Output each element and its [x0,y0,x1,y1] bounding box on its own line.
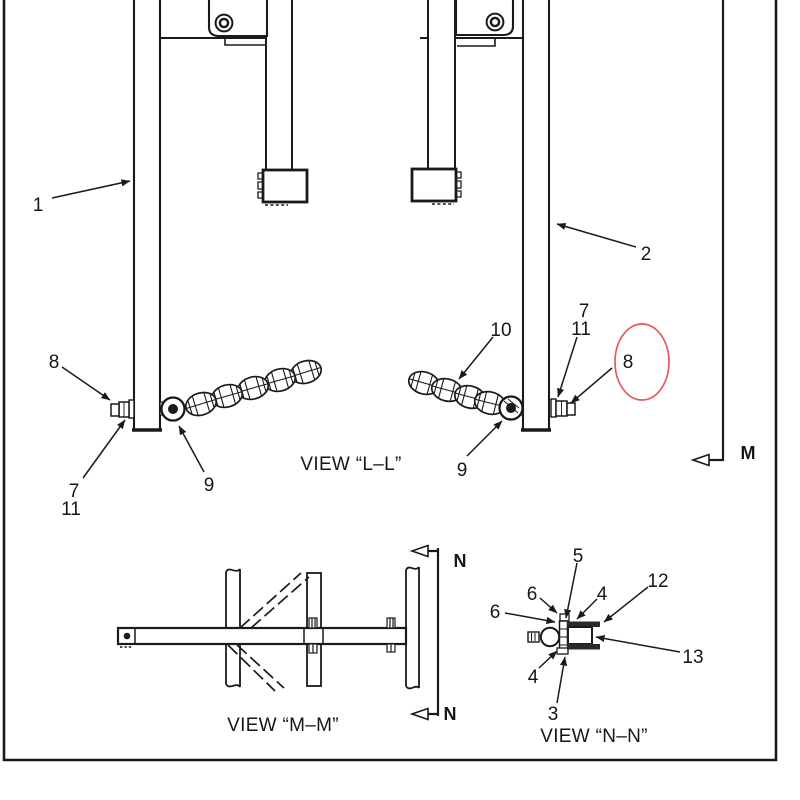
right-hanger-tab [457,38,495,46]
left-chain [183,357,324,419]
callout-13: 13 [682,647,704,668]
leader-7-11-left [83,420,125,478]
nn-bottom-plate [567,644,600,650]
callout-6-upper: 6 [526,584,538,605]
section-arrow-n-bottom-icon [412,709,428,720]
leader-4-bottom [539,651,557,668]
mm-rail-right [406,567,419,688]
leader-10 [459,337,493,379]
leader-2 [557,224,636,247]
section-line-m [693,0,756,466]
right-pendant-bar [428,0,455,170]
section-arrow-m-icon [693,455,709,466]
view-nn [490,546,704,747]
right-pivot-bracket [456,0,513,35]
nn-ball-joint [541,628,559,646]
leader-12 [604,587,648,622]
section-label-n-bottom: N [443,704,457,724]
callout-10: 10 [490,320,512,341]
leader-9-right [467,421,502,456]
callout-4-top: 4 [596,584,608,605]
nn-block [568,627,592,644]
nn-assembly [528,614,600,654]
view-mm-title: VIEW “M–M” [227,715,339,736]
ll-left-unit [111,0,324,431]
leader-5 [566,563,577,618]
leader-1 [52,181,130,198]
right-chain [406,368,508,417]
view-ll-title: VIEW “L–L” [300,454,402,475]
left-hanger-tab [225,38,265,45]
leader-6-lower [505,613,555,622]
right-pendant-foot [412,169,461,204]
callout-7-left: 7 [68,481,80,502]
left-chain-eye [162,398,185,421]
right-pivot-bolt-icon [487,14,504,31]
callout-4-bottom: 4 [527,667,539,688]
leader-3 [557,657,565,703]
callout-7-right: 7 [578,301,590,322]
leader-6-upper [540,598,557,613]
callout-11-left: 11 [61,499,81,520]
ll-right-unit [406,0,575,431]
left-pendant-bar [266,0,292,171]
section-label-n-top: N [453,551,467,571]
callout-5: 5 [572,546,584,567]
left-post [132,0,162,431]
callout-8-right: 8 [622,352,634,373]
section-label-m: M [740,443,756,463]
right-chain-eye [500,397,523,420]
callout-3: 3 [547,704,559,725]
callout-1: 1 [32,195,44,216]
left-pendant-foot [258,170,307,205]
callout-8-left: 8 [48,352,60,373]
callout-9-left: 9 [203,475,215,496]
section-arrow-n-top-icon [412,546,428,557]
callout-6-lower: 6 [489,602,501,623]
callout-11-right: 11 [571,319,591,340]
view-ll [33,0,756,520]
view-mm [118,546,467,737]
nn-bottom-nut [557,648,568,654]
section-line-n [412,546,467,725]
right-post [521,0,551,431]
nn-thread-stub [528,632,539,642]
callout-12: 12 [647,571,669,592]
callout-9-right: 9 [456,460,468,481]
leader-8-left [62,367,110,400]
leader-13 [596,637,680,652]
leader-9-left [179,426,204,472]
left-pivot-bolt-icon [216,15,233,32]
mm-bar-pin-icon [124,633,131,640]
left-nut-stack [111,400,134,418]
leader-4-top [577,599,597,619]
callout-2: 2 [640,244,652,265]
mm-cross-bar [118,628,406,647]
nn-top-nut [560,614,569,621]
view-nn-title: VIEW “N–N” [540,726,648,747]
leader-7-11-right [558,337,577,397]
leader-8-right [571,368,612,403]
